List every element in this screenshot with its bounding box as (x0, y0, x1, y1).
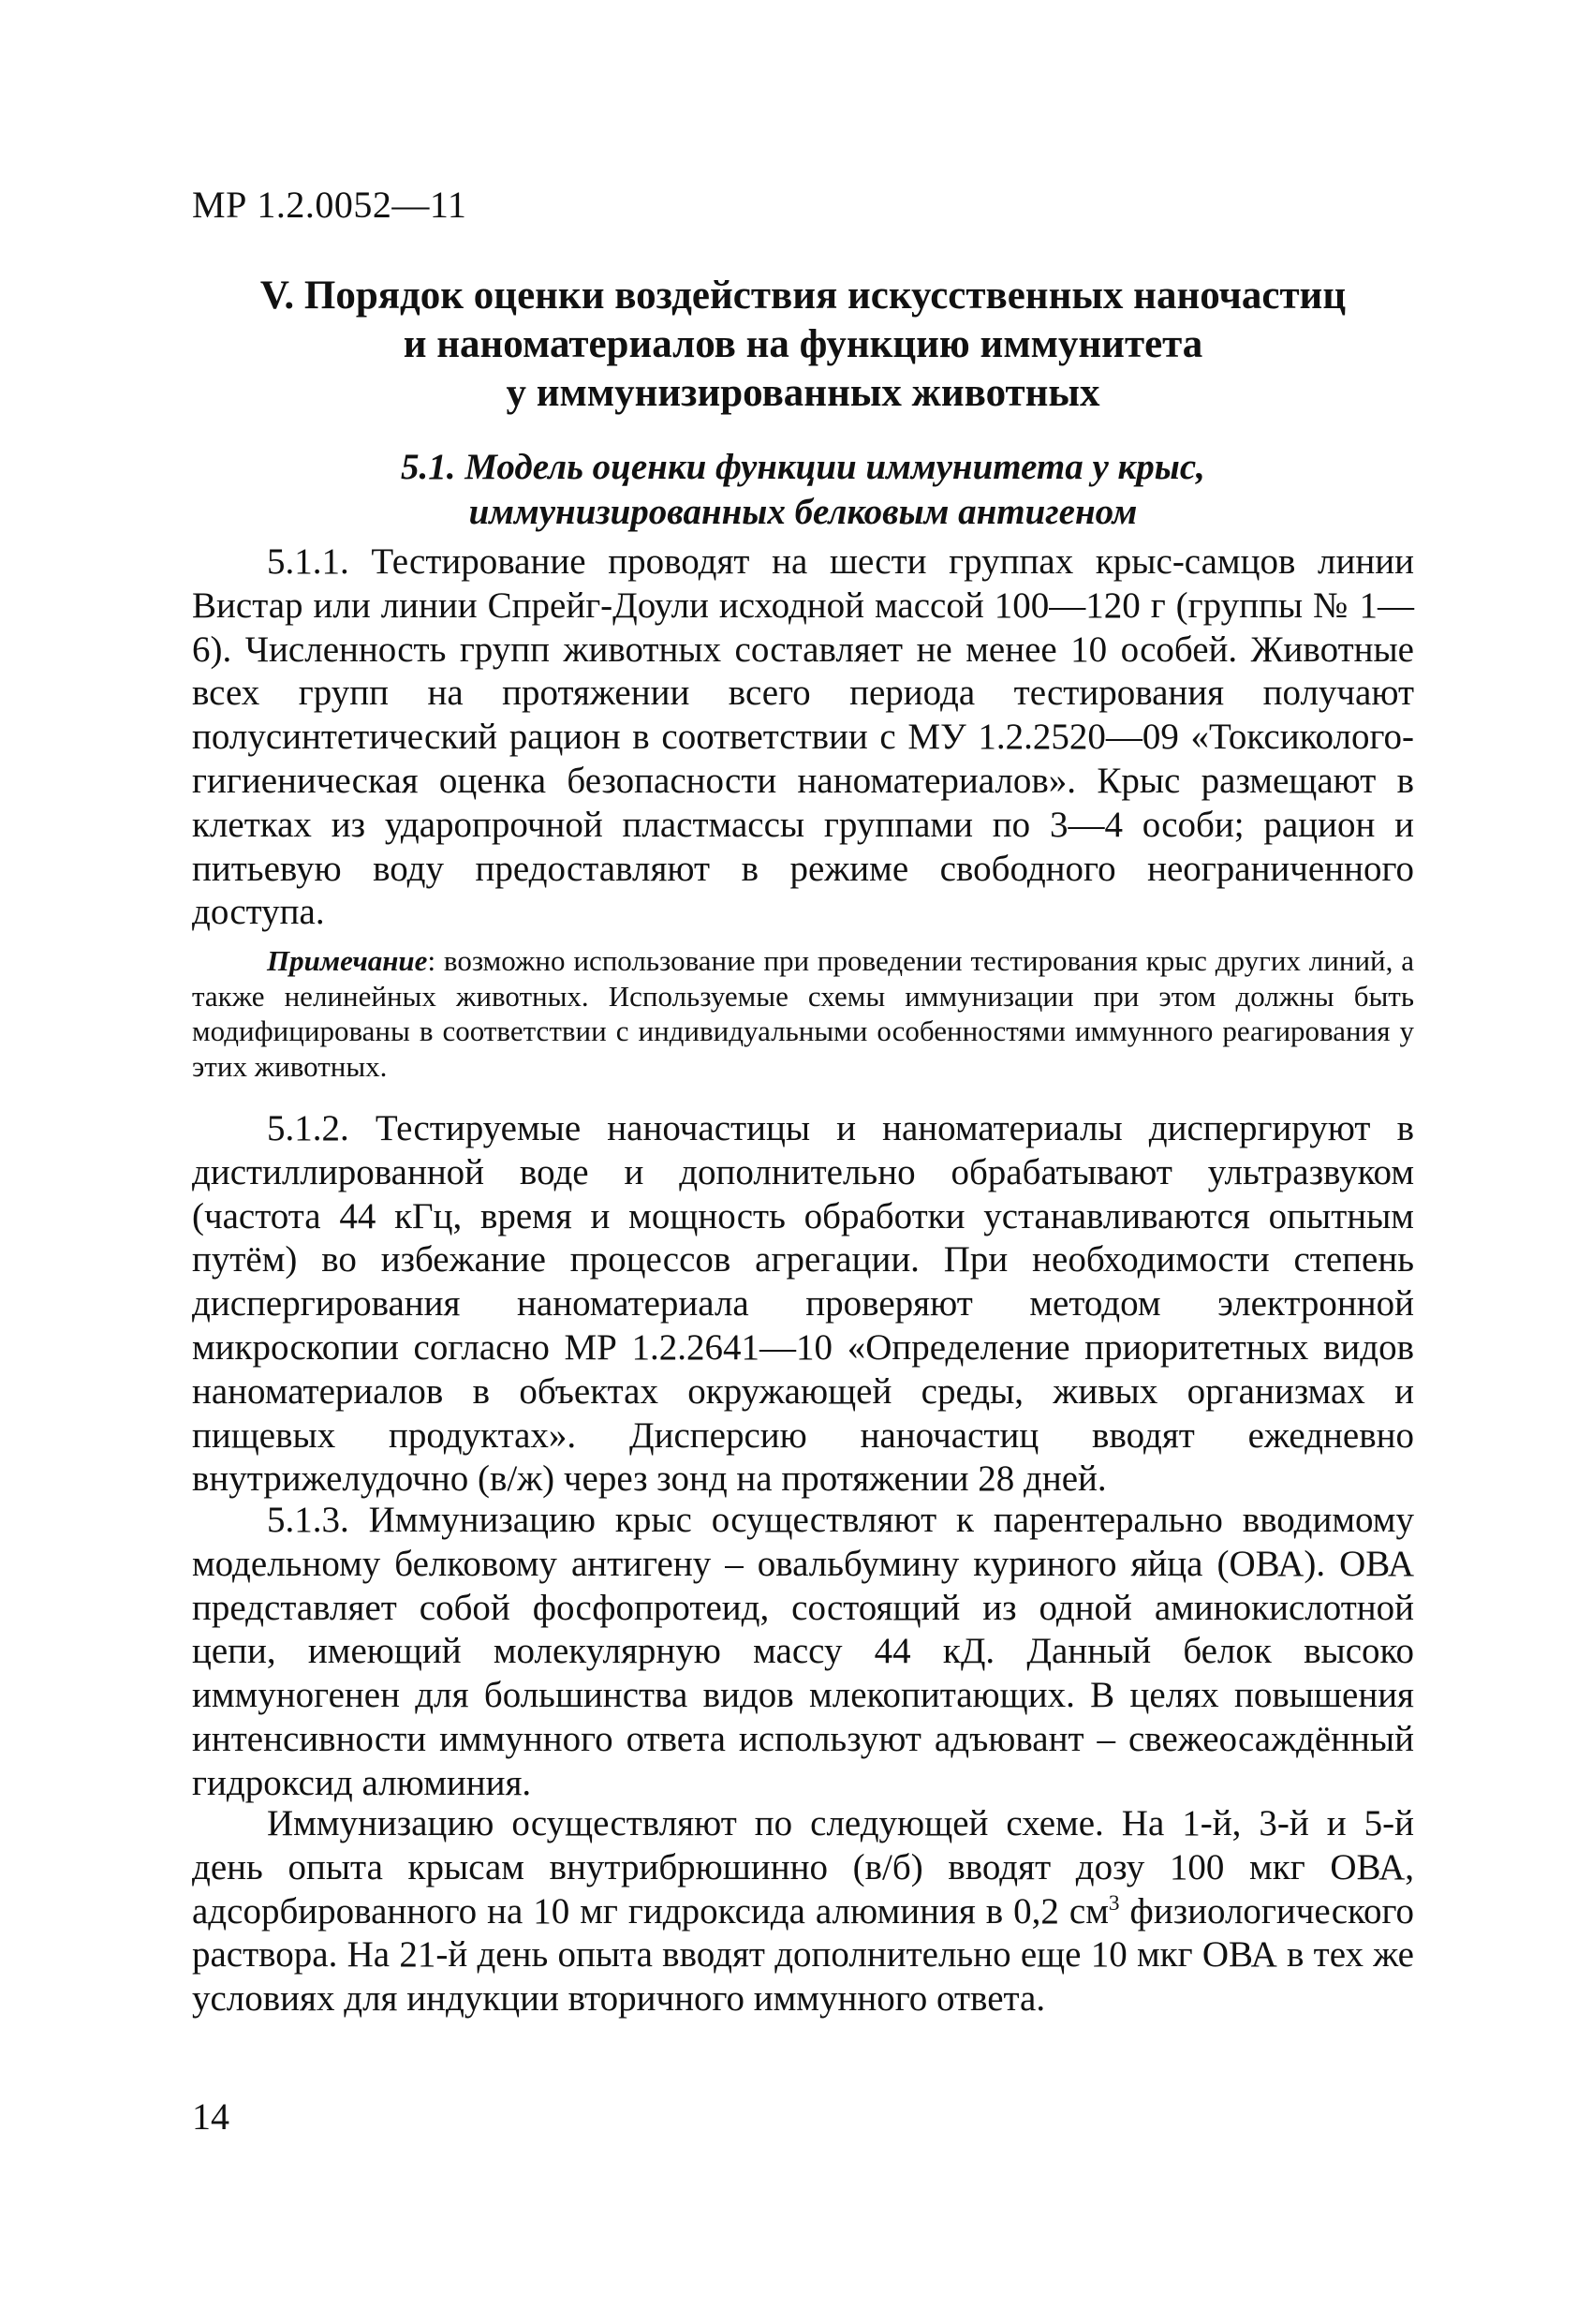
superscript-3: 3 (1108, 1890, 1120, 1916)
section-title-line: у иммунизированных животных (506, 371, 1100, 415)
section-title (192, 272, 1414, 418)
scheme-text-part-1: Иммунизацию осуществляют по следующей схеме. На 1-й, 3-й и 5-й день опыта крысам внутрибрюшинно (в/б) вводят дозу 100 мкг ОВА, адсорбированного на 10 мг гидроксида алюминия в 0,2 см (192, 1803, 1414, 1932)
paragraph-immunization-scheme (192, 1802, 1414, 2021)
paragraph-5-1-1: 5.1.1. Тестирование проводят на шести группах крыс-самцов линии Вистар или линии Спрейг-Доули исходной массой 100—120 г (группы № 1—6). Численность групп животных составляет не менее 10 особей. Животные всех групп на протяжении всего периода тестирования получают полусинтетический рацион в соответствии с МУ 1.2.2520—09 «Токсиколого-гигиеническая оценка безопасности наноматериалов». Крыс размещают в клетках из ударопрочной пластмассы группами по 3—4 особи; рацион и питьевую воду предоставляют в режиме свободного неограниченного доступа. (192, 541, 1414, 933)
section-title-line: V. Порядок оценки воздействия искусственных наночастиц (259, 274, 1347, 318)
note-label: Примечание (267, 944, 428, 977)
paragraph-5-1-3: 5.1.3. Иммунизацию крыс осуществляют к парентерально вводимому модельному белковому антигену – овальбумину куриного яйца (ОВА). ОВА представляет собой фосфопротеид, состоящий из одной аминокислотной цепи, имеющий молекулярную массу 44 кД. Данный белок высоко иммуногенен для большинства видов млекопитающих. В целях повышения интенсивности иммунного ответа используют адъювант – свежеосаждённый гидроксид алюминия. (192, 1500, 1414, 1803)
subsection-title-line: иммунизированных белковым антигеном (468, 492, 1138, 532)
note-paragraph (192, 943, 1414, 1084)
document-code-header: МР 1.2.0052—11 (192, 184, 467, 226)
section-title-line: и наноматериалов на функцию иммунитета (403, 322, 1203, 366)
paragraph-5-1-2: 5.1.2. Тестируемые наночастицы и наноматериалы диспергируют в дистиллированной воде и дополнительно обрабатывают ультразвуком (частота 44 кГц, время и мощность обработки устанавливаются опытным путём) во избежание процессов агрегации. При необходимости степень диспергирования наноматериала проверяют методом электронной микроскопии согласно МР 1.2.2641—10 «Определение приоритетных видов наноматериалов в объектах окружающей среды, живых организмах и пищевых продуктах». Дисперсию наночастиц вводят ежедневно внутрижелудочно (в/ж) через зонд на протяжении 28 дней. (192, 1108, 1414, 1500)
scheme-text-part-2: физиологического раствора. На 21-й день опыта вводят дополнительно еще 10 мкг ОВА в тех же условиях для индукции вторичного иммунного ответа. (192, 1890, 1414, 2020)
note-text: : возможно использование при проведении тестирования крыс других линий, а также нелинейных животных. Используемые схемы иммунизации при этом должны быть модифицированы в соответствии с индивидуальными особенностями иммунного реагирования у этих животных. (192, 944, 1414, 1083)
subsection-title-line: 5.1. Модель оценки функции иммунитета у крыс, (401, 447, 1205, 487)
subsection-title (192, 445, 1414, 535)
page-number: 14 (192, 2095, 229, 2138)
